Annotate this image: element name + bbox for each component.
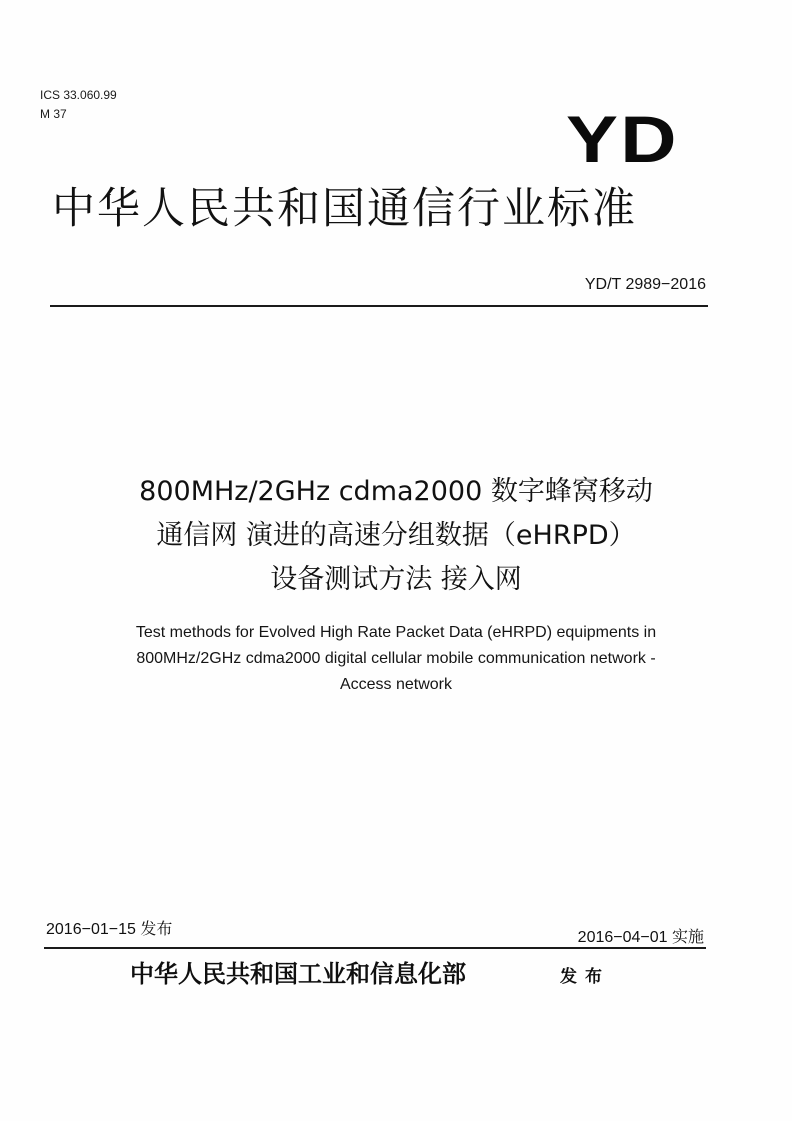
chinese-title-line: 800MHz/2GHz cdma2000 数字蜂窝移动 bbox=[139, 476, 653, 507]
footer-divider bbox=[44, 947, 706, 949]
category-code: M 37 bbox=[40, 107, 67, 121]
english-title-line: Test methods for Evolved High Rate Packet Data (eHRPD) equipments in bbox=[135, 624, 657, 641]
header-divider bbox=[50, 305, 708, 307]
yd-logo: YD bbox=[566, 102, 679, 176]
publisher-name: 中华人民共和国工业和信息化部 bbox=[130, 959, 466, 988]
publish-label: 发布 bbox=[560, 967, 610, 987]
chinese-title bbox=[40, 470, 752, 602]
english-title-line: 800MHz/2GHz cdma2000 digital cellular mobile communication network - bbox=[136, 650, 656, 667]
implementation-date: 2016−04−01 实施 bbox=[577, 929, 704, 946]
issue-date: 2016−01−15 发布 bbox=[46, 921, 173, 938]
standard-number: YD/T 2989−2016 bbox=[584, 276, 706, 293]
english-title-line: Access network bbox=[339, 676, 453, 693]
chinese-title-line: 通信网 演进的高速分组数据（eHRPD） bbox=[156, 520, 636, 551]
ics-code: ICS 33.060.99 bbox=[40, 88, 117, 102]
chinese-title-line: 设备测试方法 接入网 bbox=[270, 564, 522, 595]
english-title bbox=[40, 620, 752, 698]
organization-title: 中华人民共和国通信行业标准 bbox=[52, 184, 637, 234]
classification-block bbox=[40, 86, 117, 124]
